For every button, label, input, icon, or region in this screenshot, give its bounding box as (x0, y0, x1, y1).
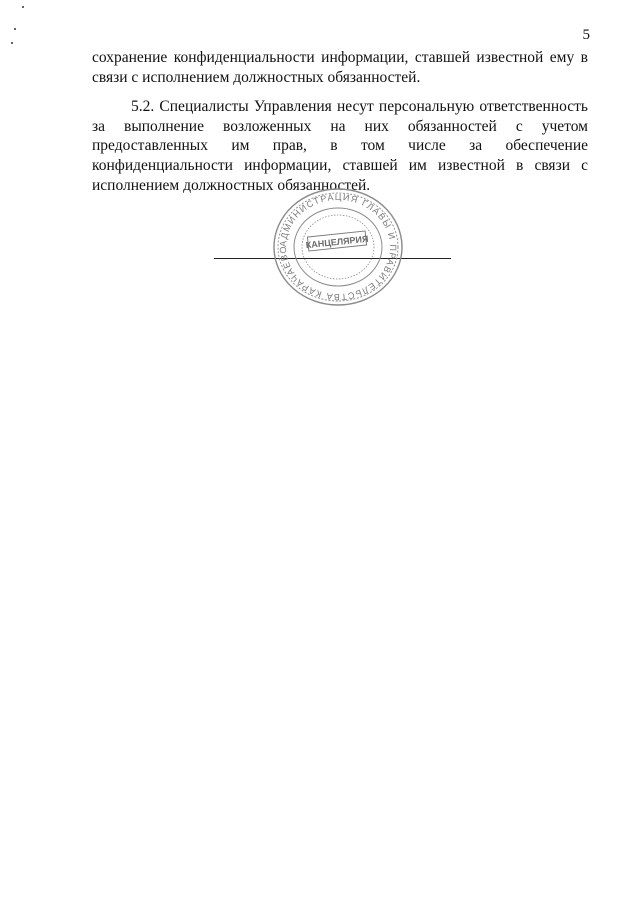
document-body (92, 48, 588, 195)
official-seal (270, 186, 406, 308)
paragraph-continuation: сохранение конфиденциальности информации, ставшей известной ему в связи с исполнением должностных обязанностей. (92, 49, 588, 86)
seal-center-text: КАНЦЕЛЯРИЯ (305, 233, 369, 251)
seal-outer-text: АДМИНИСТРАЦИЯ ГЛАВЫ И ПРАВИТЕЛЬСТВА КАРАЧАЕВО (277, 191, 399, 303)
paragraph-5-2: 5.2. Специалисты Управления несут персональную ответственность за выполнение возложенных на них обязанностей с учетом предоставленных им прав, в том числе за обеспечение конфиденциальности информации, ставшей им известной в связи с исполнением должностных обязанностей. (92, 98, 588, 194)
page-number: 5 (582, 27, 590, 43)
